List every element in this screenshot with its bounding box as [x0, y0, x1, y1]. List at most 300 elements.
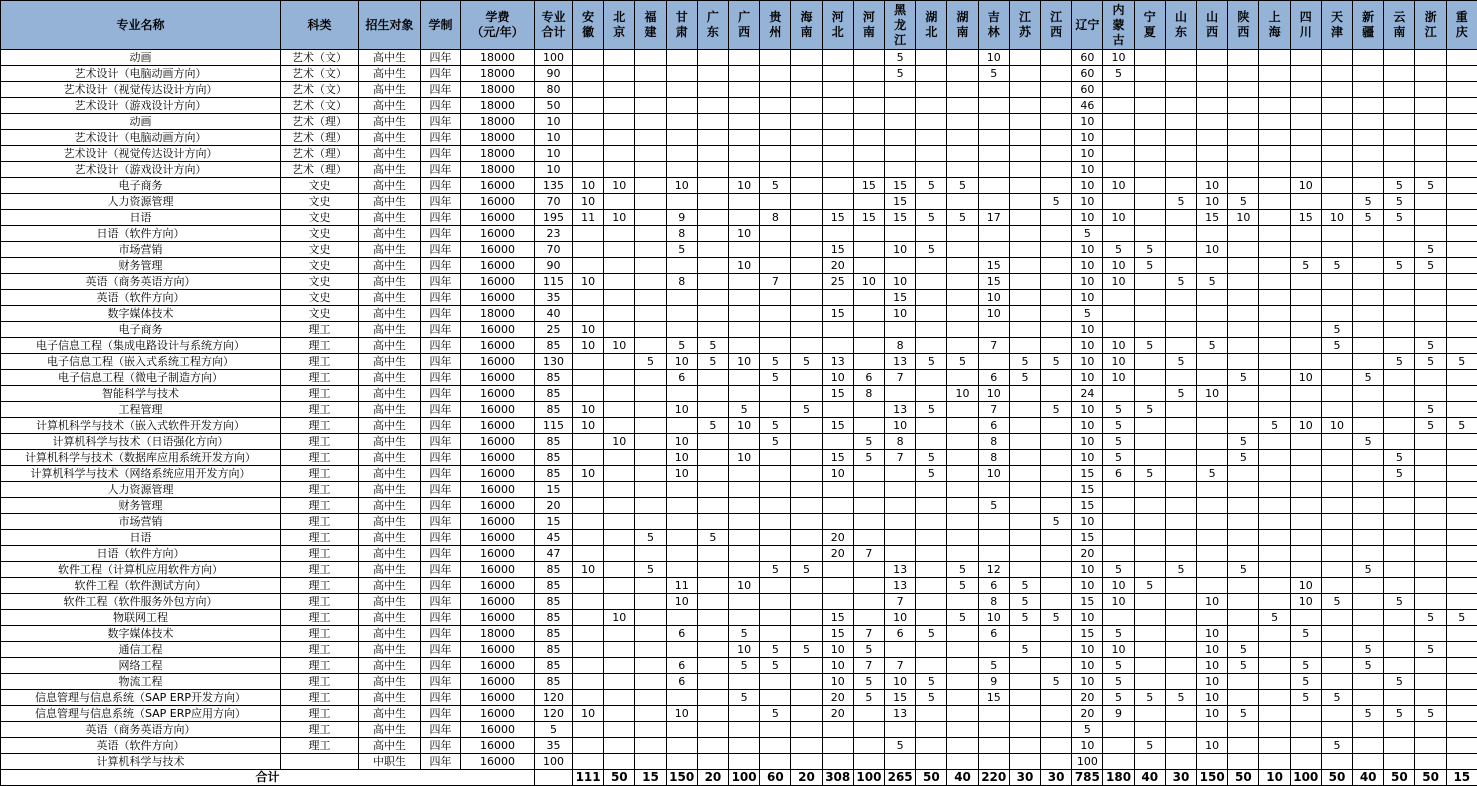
header-total[interactable]: 专业 合计: [535, 1, 573, 50]
category-cell[interactable]: 文史: [281, 274, 359, 290]
province-count-cell[interactable]: [1321, 162, 1352, 178]
major-total-cell[interactable]: 35: [535, 738, 573, 754]
province-count-cell[interactable]: [1197, 162, 1228, 178]
target-cell[interactable]: 高中生: [359, 658, 421, 674]
province-count-cell[interactable]: [1384, 274, 1415, 290]
province-count-cell[interactable]: [1197, 482, 1228, 498]
province-count-cell[interactable]: [1321, 562, 1352, 578]
province-count-cell[interactable]: [573, 386, 604, 402]
province-count-cell[interactable]: 10: [729, 578, 760, 594]
province-count-cell[interactable]: [697, 194, 728, 210]
province-count-cell[interactable]: 10: [1197, 690, 1228, 706]
province-count-cell[interactable]: 5: [697, 354, 728, 370]
province-count-cell[interactable]: [1259, 434, 1290, 450]
province-count-cell[interactable]: [1134, 226, 1165, 242]
province-count-cell[interactable]: [853, 130, 884, 146]
province-count-cell[interactable]: [791, 674, 822, 690]
province-count-cell[interactable]: [1197, 514, 1228, 530]
province-count-cell[interactable]: [1446, 738, 1477, 754]
province-count-cell[interactable]: [1415, 162, 1446, 178]
target-cell[interactable]: 高中生: [359, 98, 421, 114]
province-count-cell[interactable]: 10: [666, 178, 697, 194]
major-name-cell[interactable]: 计算机科学与技术: [1, 754, 281, 770]
province-count-cell[interactable]: [1446, 402, 1477, 418]
province-count-cell[interactable]: [1384, 82, 1415, 98]
major-total-cell[interactable]: 85: [535, 450, 573, 466]
province-count-cell[interactable]: [604, 306, 635, 322]
province-count-cell[interactable]: [978, 706, 1009, 722]
duration-cell[interactable]: 四年: [421, 322, 461, 338]
province-count-cell[interactable]: [1103, 546, 1134, 562]
major-total-cell[interactable]: 23: [535, 226, 573, 242]
province-count-cell[interactable]: [604, 290, 635, 306]
province-count-cell[interactable]: [1353, 274, 1384, 290]
province-count-cell[interactable]: [885, 642, 916, 658]
province-count-cell[interactable]: [697, 434, 728, 450]
province-count-cell[interactable]: 5: [1165, 690, 1196, 706]
category-cell[interactable]: 艺术（理）: [281, 162, 359, 178]
province-count-cell[interactable]: 5: [1228, 194, 1259, 210]
province-count-cell[interactable]: [1321, 274, 1352, 290]
province-count-cell[interactable]: [1165, 610, 1196, 626]
target-cell[interactable]: 高中生: [359, 194, 421, 210]
province-count-cell[interactable]: 20: [822, 546, 853, 562]
province-count-cell[interactable]: [1290, 450, 1321, 466]
province-count-cell[interactable]: [791, 418, 822, 434]
province-count-cell[interactable]: [1321, 290, 1352, 306]
province-count-cell[interactable]: [1228, 418, 1259, 434]
province-count-cell[interactable]: [1290, 530, 1321, 546]
province-count-cell[interactable]: 5: [1321, 338, 1352, 354]
province-total-cell[interactable]: 50: [1384, 770, 1415, 786]
province-count-cell[interactable]: [729, 50, 760, 66]
province-count-cell[interactable]: [1415, 450, 1446, 466]
province-count-cell[interactable]: [947, 98, 978, 114]
province-count-cell[interactable]: 5: [1103, 626, 1134, 642]
province-count-cell[interactable]: [853, 498, 884, 514]
province-count-cell[interactable]: [1197, 370, 1228, 386]
province-count-cell[interactable]: [1259, 290, 1290, 306]
province-count-cell[interactable]: [853, 754, 884, 770]
header-province[interactable]: 浙 江: [1415, 1, 1446, 50]
province-count-cell[interactable]: [666, 722, 697, 738]
province-count-cell[interactable]: 5: [1446, 418, 1477, 434]
province-count-cell[interactable]: [573, 114, 604, 130]
province-count-cell[interactable]: [1384, 578, 1415, 594]
province-count-cell[interactable]: [1415, 594, 1446, 610]
province-count-cell[interactable]: [1446, 210, 1477, 226]
province-count-cell[interactable]: [1384, 722, 1415, 738]
header-province[interactable]: 辽宁: [1072, 1, 1103, 50]
major-name-cell[interactable]: 数字媒体技术: [1, 306, 281, 322]
province-count-cell[interactable]: 10: [1290, 178, 1321, 194]
province-count-cell[interactable]: [635, 466, 666, 482]
province-count-cell[interactable]: [853, 194, 884, 210]
major-name-cell[interactable]: 电子信息工程（微电子制造方向）: [1, 370, 281, 386]
province-count-cell[interactable]: [573, 306, 604, 322]
province-count-cell[interactable]: [1134, 658, 1165, 674]
province-count-cell[interactable]: [1165, 98, 1196, 114]
province-count-cell[interactable]: 10: [1072, 674, 1103, 690]
province-count-cell[interactable]: [760, 242, 791, 258]
province-count-cell[interactable]: 10: [1103, 210, 1134, 226]
province-count-cell[interactable]: 5: [916, 626, 947, 642]
province-count-cell[interactable]: 5: [1321, 322, 1352, 338]
province-count-cell[interactable]: [573, 50, 604, 66]
duration-cell[interactable]: 四年: [421, 706, 461, 722]
province-count-cell[interactable]: [666, 162, 697, 178]
province-count-cell[interactable]: [697, 130, 728, 146]
province-total-cell[interactable]: 111: [573, 770, 604, 786]
duration-cell[interactable]: 四年: [421, 50, 461, 66]
province-count-cell[interactable]: 15: [978, 274, 1009, 290]
major-total-cell[interactable]: 90: [535, 258, 573, 274]
province-count-cell[interactable]: [1290, 226, 1321, 242]
province-count-cell[interactable]: [1228, 258, 1259, 274]
province-count-cell[interactable]: [760, 722, 791, 738]
province-count-cell[interactable]: [947, 738, 978, 754]
province-count-cell[interactable]: 10: [1072, 450, 1103, 466]
fee-cell[interactable]: 16000: [461, 290, 535, 306]
province-count-cell[interactable]: [635, 498, 666, 514]
province-count-cell[interactable]: [1228, 162, 1259, 178]
province-count-cell[interactable]: [1009, 546, 1040, 562]
major-total-cell[interactable]: 40: [535, 306, 573, 322]
province-count-cell[interactable]: 5: [1321, 258, 1352, 274]
province-count-cell[interactable]: 10: [573, 274, 604, 290]
province-count-cell[interactable]: [791, 210, 822, 226]
province-count-cell[interactable]: [1134, 210, 1165, 226]
province-count-cell[interactable]: [1259, 178, 1290, 194]
province-count-cell[interactable]: [1384, 642, 1415, 658]
province-count-cell[interactable]: 8: [853, 386, 884, 402]
province-count-cell[interactable]: 5: [1134, 242, 1165, 258]
fee-cell[interactable]: 18000: [461, 306, 535, 322]
province-total-cell[interactable]: 50: [1321, 770, 1352, 786]
province-count-cell[interactable]: [604, 242, 635, 258]
province-count-cell[interactable]: 10: [978, 386, 1009, 402]
province-count-cell[interactable]: [822, 402, 853, 418]
province-count-cell[interactable]: [635, 242, 666, 258]
province-count-cell[interactable]: [1446, 258, 1477, 274]
province-count-cell[interactable]: [1259, 146, 1290, 162]
province-count-cell[interactable]: [791, 162, 822, 178]
province-count-cell[interactable]: [1134, 130, 1165, 146]
header-province[interactable]: 河 南: [853, 1, 884, 50]
province-count-cell[interactable]: [1009, 754, 1040, 770]
province-count-cell[interactable]: [1009, 450, 1040, 466]
province-count-cell[interactable]: 5: [635, 530, 666, 546]
province-count-cell[interactable]: 13: [885, 354, 916, 370]
major-total-cell[interactable]: 70: [535, 242, 573, 258]
province-total-cell[interactable]: 50: [916, 770, 947, 786]
province-count-cell[interactable]: [1165, 546, 1196, 562]
province-count-cell[interactable]: 15: [822, 450, 853, 466]
province-count-cell[interactable]: [697, 386, 728, 402]
province-count-cell[interactable]: [978, 722, 1009, 738]
province-count-cell[interactable]: [635, 610, 666, 626]
target-cell[interactable]: 高中生: [359, 530, 421, 546]
province-count-cell[interactable]: [1353, 306, 1384, 322]
province-count-cell[interactable]: [1259, 274, 1290, 290]
province-count-cell[interactable]: [947, 642, 978, 658]
province-count-cell[interactable]: 5: [916, 242, 947, 258]
province-count-cell[interactable]: 7: [760, 274, 791, 290]
province-count-cell[interactable]: [853, 466, 884, 482]
province-count-cell[interactable]: [1353, 578, 1384, 594]
province-count-cell[interactable]: [1197, 98, 1228, 114]
province-count-cell[interactable]: [791, 722, 822, 738]
province-count-cell[interactable]: [697, 722, 728, 738]
header-category[interactable]: 科类: [281, 1, 359, 50]
province-count-cell[interactable]: 5: [1353, 642, 1384, 658]
fee-cell[interactable]: 16000: [461, 578, 535, 594]
province-count-cell[interactable]: [573, 482, 604, 498]
header-province[interactable]: 贵 州: [760, 1, 791, 50]
province-count-cell[interactable]: [1041, 482, 1072, 498]
province-count-cell[interactable]: 10: [1072, 162, 1103, 178]
province-count-cell[interactable]: [697, 402, 728, 418]
province-count-cell[interactable]: 5: [1041, 402, 1072, 418]
province-count-cell[interactable]: [916, 98, 947, 114]
province-count-cell[interactable]: 5: [1165, 386, 1196, 402]
duration-cell[interactable]: 四年: [421, 578, 461, 594]
province-count-cell[interactable]: [604, 530, 635, 546]
province-count-cell[interactable]: [822, 338, 853, 354]
major-name-cell[interactable]: 信息管理与信息系统（SAP ERP开发方向）: [1, 690, 281, 706]
province-count-cell[interactable]: [760, 530, 791, 546]
province-count-cell[interactable]: [853, 482, 884, 498]
province-count-cell[interactable]: [1384, 738, 1415, 754]
province-count-cell[interactable]: [1041, 258, 1072, 274]
province-count-cell[interactable]: [573, 514, 604, 530]
province-count-cell[interactable]: 15: [885, 194, 916, 210]
target-cell[interactable]: 高中生: [359, 226, 421, 242]
category-cell[interactable]: 文史: [281, 290, 359, 306]
province-count-cell[interactable]: [1041, 562, 1072, 578]
province-count-cell[interactable]: [1103, 738, 1134, 754]
province-count-cell[interactable]: 5: [697, 530, 728, 546]
province-count-cell[interactable]: [791, 738, 822, 754]
province-count-cell[interactable]: 10: [1072, 370, 1103, 386]
province-count-cell[interactable]: 5: [760, 642, 791, 658]
fee-cell[interactable]: 16000: [461, 466, 535, 482]
province-count-cell[interactable]: 15: [1072, 482, 1103, 498]
province-count-cell[interactable]: [947, 530, 978, 546]
province-count-cell[interactable]: [916, 594, 947, 610]
duration-cell[interactable]: 四年: [421, 418, 461, 434]
province-count-cell[interactable]: 15: [822, 242, 853, 258]
province-count-cell[interactable]: [947, 290, 978, 306]
target-cell[interactable]: 高中生: [359, 546, 421, 562]
province-count-cell[interactable]: 5: [1041, 674, 1072, 690]
province-count-cell[interactable]: [853, 242, 884, 258]
province-count-cell[interactable]: [1321, 658, 1352, 674]
province-count-cell[interactable]: 5: [947, 610, 978, 626]
province-total-cell[interactable]: 30: [1165, 770, 1196, 786]
province-count-cell[interactable]: [1228, 546, 1259, 562]
province-count-cell[interactable]: [1165, 514, 1196, 530]
province-count-cell[interactable]: [1165, 674, 1196, 690]
province-count-cell[interactable]: [1165, 738, 1196, 754]
province-count-cell[interactable]: 10: [1197, 706, 1228, 722]
province-count-cell[interactable]: [1134, 418, 1165, 434]
province-count-cell[interactable]: 5: [1415, 258, 1446, 274]
province-count-cell[interactable]: [1321, 354, 1352, 370]
province-count-cell[interactable]: 5: [1103, 242, 1134, 258]
province-count-cell[interactable]: 24: [1072, 386, 1103, 402]
duration-cell[interactable]: 四年: [421, 370, 461, 386]
target-cell[interactable]: 高中生: [359, 738, 421, 754]
province-count-cell[interactable]: [729, 514, 760, 530]
major-total-cell[interactable]: 90: [535, 66, 573, 82]
province-count-cell[interactable]: [978, 530, 1009, 546]
target-cell[interactable]: 高中生: [359, 178, 421, 194]
province-count-cell[interactable]: 15: [885, 290, 916, 306]
major-total-cell[interactable]: 85: [535, 626, 573, 642]
footer-total-cell[interactable]: [535, 770, 573, 786]
province-count-cell[interactable]: [729, 466, 760, 482]
province-count-cell[interactable]: [1290, 386, 1321, 402]
province-count-cell[interactable]: [635, 322, 666, 338]
province-count-cell[interactable]: [1446, 146, 1477, 162]
province-count-cell[interactable]: 15: [885, 178, 916, 194]
province-count-cell[interactable]: 5: [1384, 210, 1415, 226]
province-count-cell[interactable]: [573, 226, 604, 242]
province-count-cell[interactable]: [1041, 130, 1072, 146]
province-count-cell[interactable]: [1321, 226, 1352, 242]
province-count-cell[interactable]: 10: [1103, 338, 1134, 354]
province-count-cell[interactable]: [1353, 722, 1384, 738]
fee-cell[interactable]: 16000: [461, 450, 535, 466]
province-count-cell[interactable]: [1321, 466, 1352, 482]
province-count-cell[interactable]: [1353, 466, 1384, 482]
province-count-cell[interactable]: [1041, 82, 1072, 98]
province-count-cell[interactable]: [1228, 50, 1259, 66]
target-cell[interactable]: 高中生: [359, 66, 421, 82]
province-count-cell[interactable]: 10: [1290, 594, 1321, 610]
province-count-cell[interactable]: [573, 658, 604, 674]
province-count-cell[interactable]: [697, 562, 728, 578]
province-count-cell[interactable]: [1165, 50, 1196, 66]
province-count-cell[interactable]: 15: [822, 386, 853, 402]
province-count-cell[interactable]: 8: [978, 450, 1009, 466]
province-count-cell[interactable]: [822, 290, 853, 306]
province-count-cell[interactable]: [635, 546, 666, 562]
province-count-cell[interactable]: [1134, 610, 1165, 626]
province-count-cell[interactable]: [1384, 162, 1415, 178]
province-count-cell[interactable]: [729, 306, 760, 322]
province-count-cell[interactable]: [1228, 338, 1259, 354]
province-count-cell[interactable]: 5: [760, 178, 791, 194]
province-count-cell[interactable]: [666, 98, 697, 114]
target-cell[interactable]: 高中生: [359, 258, 421, 274]
province-count-cell[interactable]: [978, 162, 1009, 178]
province-count-cell[interactable]: [1446, 594, 1477, 610]
target-cell[interactable]: 高中生: [359, 722, 421, 738]
province-count-cell[interactable]: [666, 146, 697, 162]
major-name-cell[interactable]: 计算机科学与技术（嵌入式软件开发方向）: [1, 418, 281, 434]
province-count-cell[interactable]: 15: [885, 690, 916, 706]
province-count-cell[interactable]: [1134, 530, 1165, 546]
category-cell[interactable]: 理工: [281, 482, 359, 498]
province-count-cell[interactable]: 5: [1384, 594, 1415, 610]
province-count-cell[interactable]: [947, 402, 978, 418]
province-count-cell[interactable]: [947, 194, 978, 210]
province-total-cell[interactable]: 50: [1415, 770, 1446, 786]
province-count-cell[interactable]: 13: [885, 578, 916, 594]
province-count-cell[interactable]: 8: [885, 338, 916, 354]
province-count-cell[interactable]: [1321, 514, 1352, 530]
province-count-cell[interactable]: 10: [885, 674, 916, 690]
province-count-cell[interactable]: [1259, 498, 1290, 514]
province-count-cell[interactable]: 5: [635, 354, 666, 370]
province-count-cell[interactable]: [822, 722, 853, 738]
province-count-cell[interactable]: [635, 290, 666, 306]
province-count-cell[interactable]: [947, 130, 978, 146]
header-province[interactable]: 湖 南: [947, 1, 978, 50]
province-count-cell[interactable]: [1041, 546, 1072, 562]
province-count-cell[interactable]: [729, 194, 760, 210]
province-count-cell[interactable]: [697, 146, 728, 162]
province-count-cell[interactable]: [822, 162, 853, 178]
major-name-cell[interactable]: 艺术设计（视觉传达设计方向）: [1, 146, 281, 162]
province-count-cell[interactable]: [604, 674, 635, 690]
province-count-cell[interactable]: [916, 578, 947, 594]
province-count-cell[interactable]: [791, 754, 822, 770]
province-count-cell[interactable]: 15: [1072, 498, 1103, 514]
header-province[interactable]: 内 蒙 古: [1103, 1, 1134, 50]
province-count-cell[interactable]: [760, 754, 791, 770]
province-count-cell[interactable]: 5: [1072, 306, 1103, 322]
province-count-cell[interactable]: [604, 418, 635, 434]
duration-cell[interactable]: 四年: [421, 226, 461, 242]
province-count-cell[interactable]: [822, 226, 853, 242]
province-count-cell[interactable]: [916, 290, 947, 306]
province-count-cell[interactable]: 10: [1072, 418, 1103, 434]
province-count-cell[interactable]: [1290, 146, 1321, 162]
province-count-cell[interactable]: [853, 562, 884, 578]
province-count-cell[interactable]: [1259, 642, 1290, 658]
province-count-cell[interactable]: 10: [885, 418, 916, 434]
province-total-cell[interactable]: 15: [635, 770, 666, 786]
province-count-cell[interactable]: [1384, 482, 1415, 498]
province-count-cell[interactable]: [1041, 322, 1072, 338]
duration-cell[interactable]: 四年: [421, 290, 461, 306]
province-count-cell[interactable]: [1009, 194, 1040, 210]
province-count-cell[interactable]: 5: [760, 418, 791, 434]
province-count-cell[interactable]: [791, 306, 822, 322]
province-count-cell[interactable]: 5: [1228, 434, 1259, 450]
province-count-cell[interactable]: 5: [1290, 258, 1321, 274]
province-count-cell[interactable]: [1446, 466, 1477, 482]
province-count-cell[interactable]: 10: [729, 226, 760, 242]
province-count-cell[interactable]: [1165, 306, 1196, 322]
province-count-cell[interactable]: 5: [1041, 610, 1072, 626]
province-count-cell[interactable]: 60: [1072, 66, 1103, 82]
province-count-cell[interactable]: [1353, 738, 1384, 754]
target-cell[interactable]: 高中生: [359, 114, 421, 130]
fee-cell[interactable]: 16000: [461, 386, 535, 402]
province-count-cell[interactable]: [1197, 418, 1228, 434]
province-count-cell[interactable]: 5: [1228, 562, 1259, 578]
province-count-cell[interactable]: 10: [1072, 242, 1103, 258]
major-total-cell[interactable]: 5: [535, 722, 573, 738]
province-count-cell[interactable]: 10: [822, 658, 853, 674]
province-count-cell[interactable]: 15: [822, 626, 853, 642]
header-province[interactable]: 山 西: [1197, 1, 1228, 50]
province-count-cell[interactable]: [635, 114, 666, 130]
